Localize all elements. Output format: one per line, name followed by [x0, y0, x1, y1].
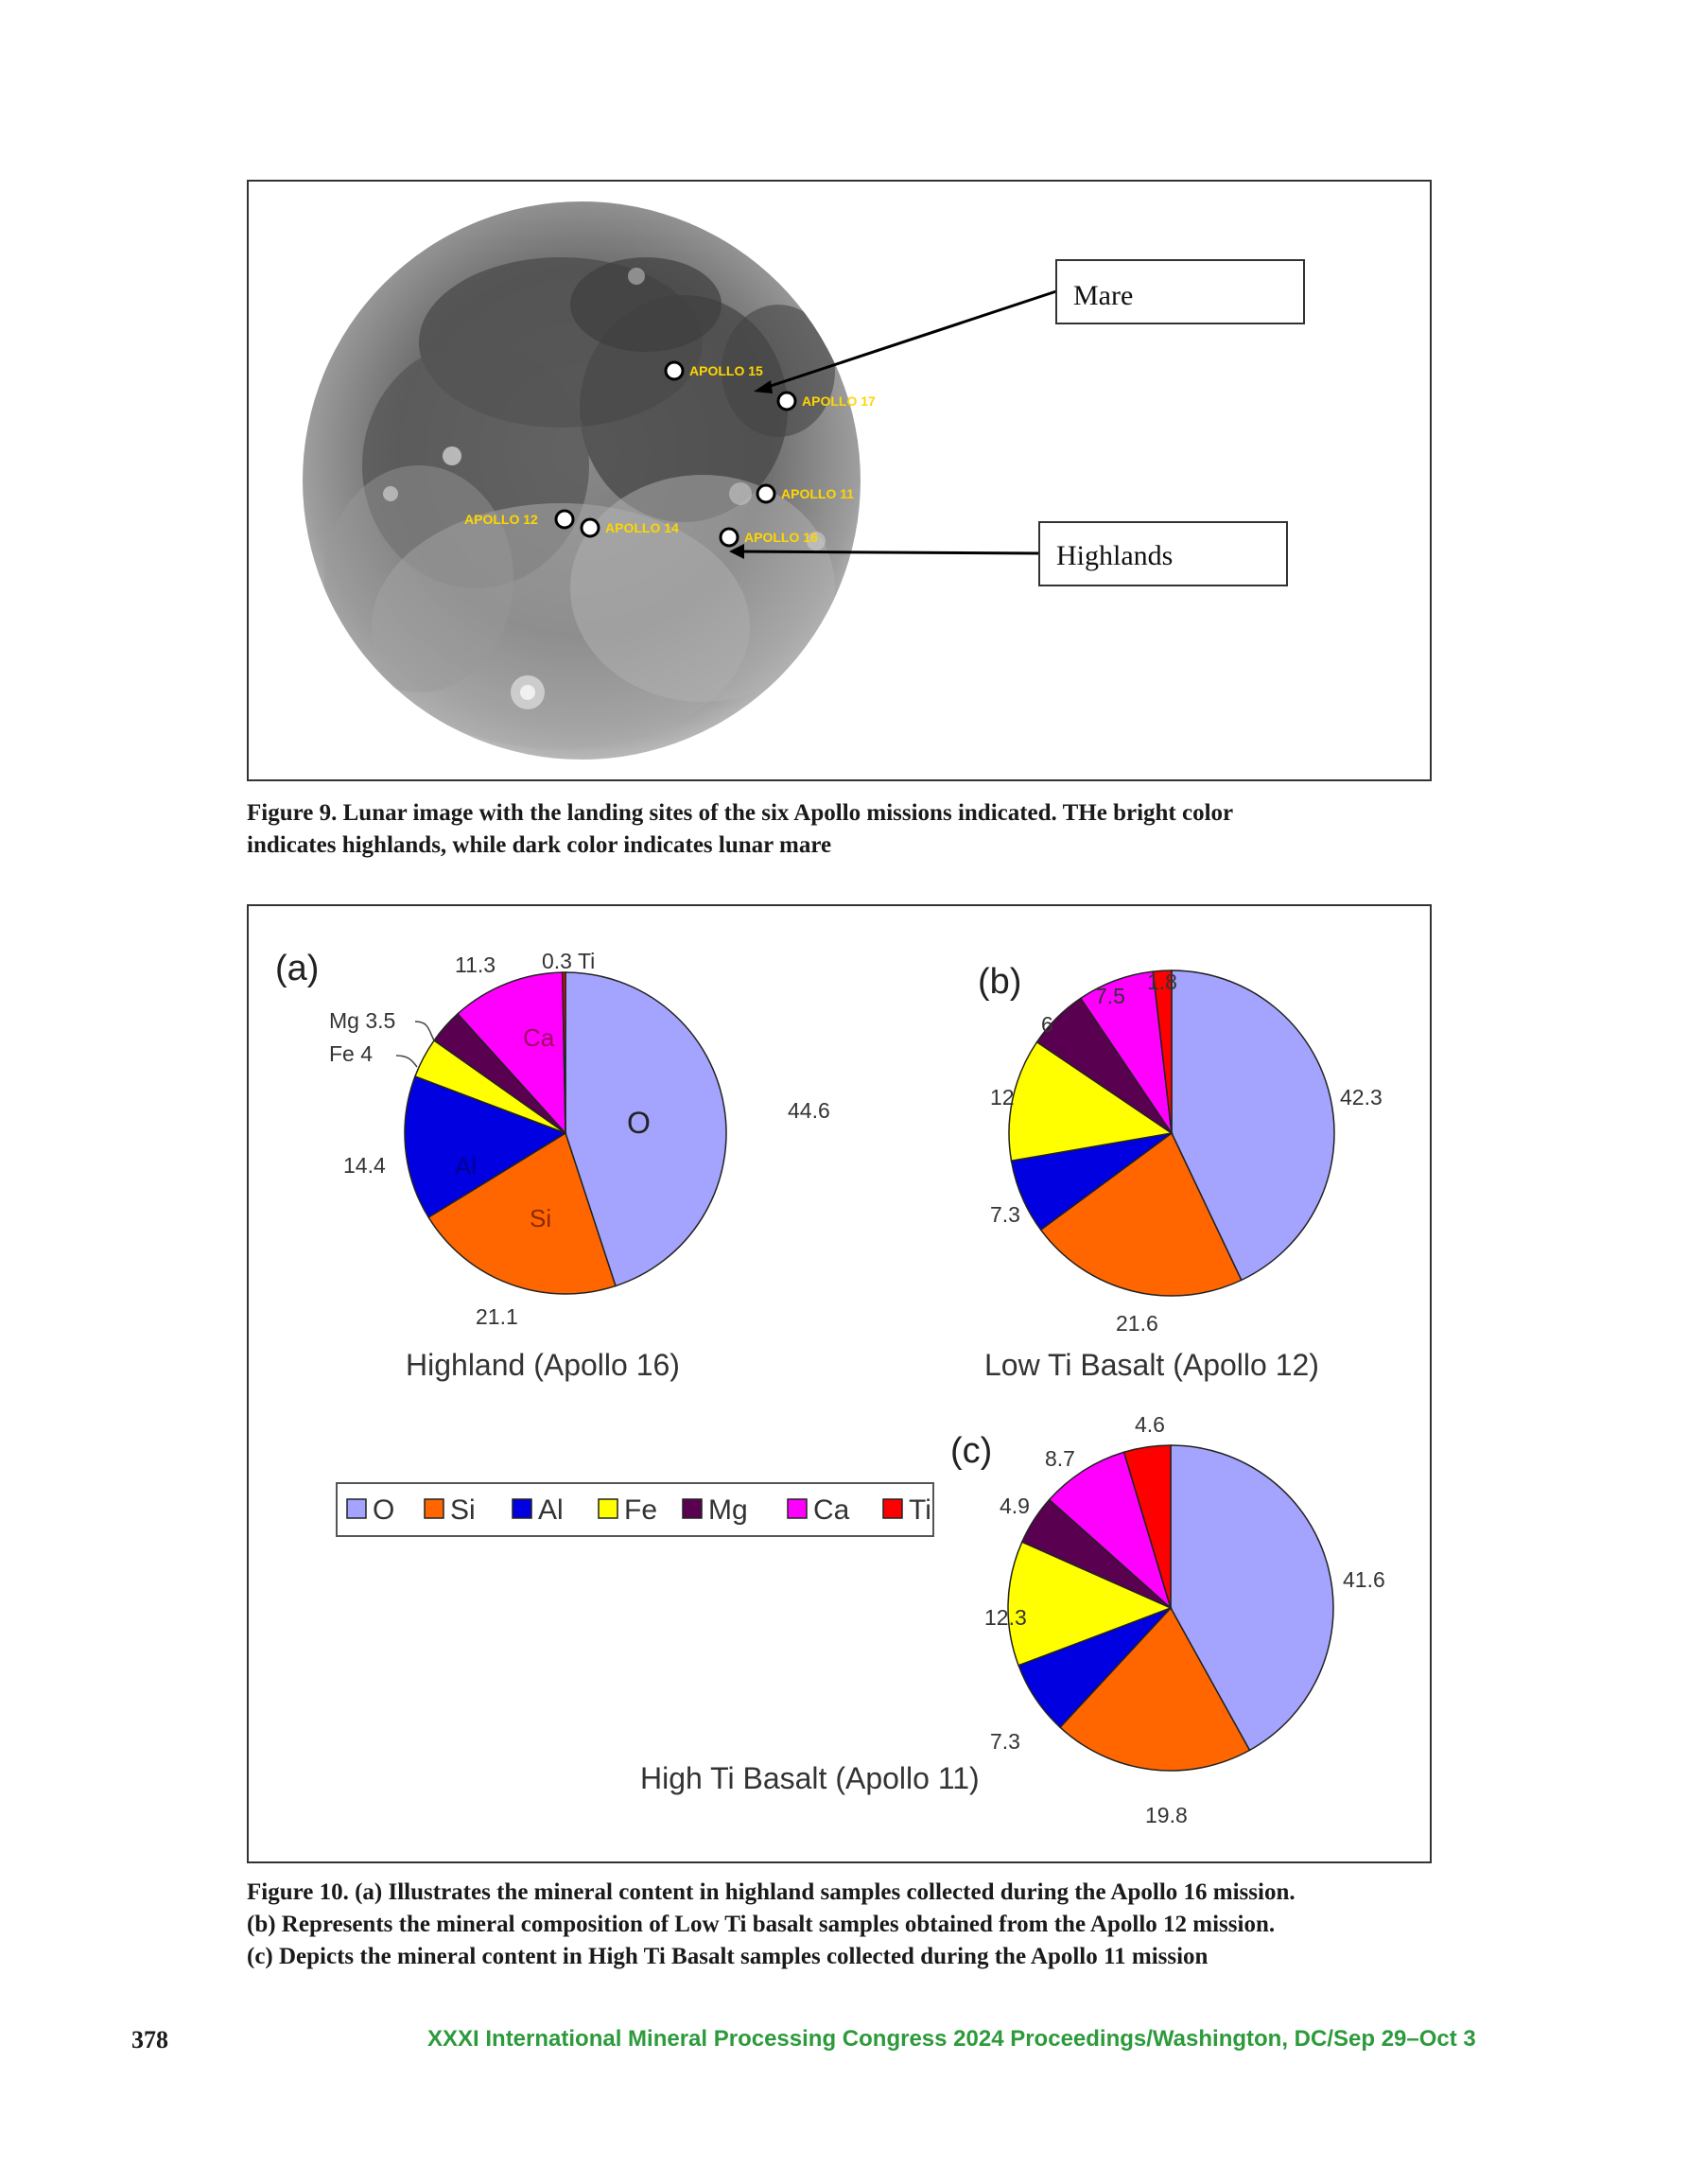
legend-label: Mg [708, 1494, 748, 1526]
pie-value-label: 12.3 [984, 1605, 1027, 1630]
pie-value-label: 4.6 [1135, 1412, 1165, 1437]
legend-label: Ca [813, 1494, 850, 1526]
pie-value-label: 7.5 [1095, 984, 1125, 1008]
figure-9-frame [247, 180, 1432, 781]
pie-chart-c [640, 1412, 1385, 1827]
panel-label: (b) [978, 962, 1022, 1002]
pie-slice-name-label: Ca [523, 1023, 555, 1052]
pie-chart-a [275, 949, 830, 1382]
pie-value-label: 12 [990, 1085, 1015, 1109]
caption-line: Figure 10. (a) Illustrates the mineral content in highland samples collected during the Apollo 16 mission. [247, 1879, 1296, 1905]
legend-label: Ti [909, 1494, 931, 1526]
pie-value-label: 4.9 [1000, 1494, 1030, 1518]
mare-label: Mare [1073, 280, 1134, 311]
pie-value-label: Fe 4 [329, 1041, 374, 1066]
apollo-15-label: APOLLO 15 [689, 363, 763, 378]
legend-swatch-ti [883, 1499, 902, 1518]
legend-label: Fe [624, 1494, 658, 1526]
pie-value-label: 0.3 Ti [542, 949, 596, 973]
legend-swatch-si [425, 1499, 443, 1518]
apollo-17-marker-icon [778, 393, 795, 410]
pie-slice-name-label: O [627, 1106, 651, 1140]
figure-9-caption [247, 797, 1476, 862]
apollo-16-label: APOLLO 16 [744, 530, 818, 545]
pie-value-label: 7.3 [990, 1202, 1020, 1227]
pie-value-label: 6 [1041, 1012, 1053, 1037]
leader-line [396, 1056, 417, 1067]
figure-10-caption [247, 1877, 1476, 1973]
pie-chart-b [978, 962, 1383, 1382]
apollo-12-marker-icon [556, 511, 573, 528]
apollo-15-marker-icon [666, 362, 683, 379]
moon-figure [249, 182, 1430, 779]
pie-value-label: 19.8 [1145, 1803, 1188, 1827]
pie-value-label: 21.1 [476, 1304, 518, 1329]
pie-value-label: 41.6 [1343, 1567, 1385, 1592]
footer-conference-text: XXXI International Mineral Processing Congress 2024 Proceedings/Washington, DC/Sep 29–Oct 3 [427, 2026, 1476, 2052]
caption-line: (c) Depicts the mineral content in High Ti Basalt samples collected during the Apollo 11 mission [247, 1944, 1209, 1969]
apollo-14-label: APOLLO 14 [605, 520, 679, 535]
pie-chart-title: Highland (Apollo 16) [406, 1348, 680, 1382]
apollo-14-marker-icon [582, 519, 599, 536]
caption-line: Figure 9. Lunar image with the landing sites of the six Apollo missions indicated. THe bright color [247, 800, 1234, 826]
figure-10-frame [247, 904, 1432, 1863]
legend-label: Si [450, 1494, 476, 1526]
pie-value-label: 14.4 [343, 1153, 386, 1178]
highlands-label: Highlands [1056, 540, 1174, 571]
pie-value-label: 44.6 [788, 1098, 830, 1123]
pie-value-label: 11.3 [455, 952, 496, 977]
legend [337, 1483, 933, 1536]
apollo-12-label: APOLLO 12 [464, 512, 538, 527]
apollo-17-label: APOLLO 17 [802, 393, 876, 409]
apollo-16-marker-icon [721, 529, 738, 546]
panel-label: (a) [275, 949, 320, 988]
caption-line: indicates highlands, while dark color indicates lunar mare [247, 832, 832, 858]
pie-chart-title: Low Ti Basalt (Apollo 12) [984, 1348, 1319, 1382]
legend-swatch-o [347, 1499, 366, 1518]
legend-swatch-ca [788, 1499, 807, 1518]
apollo-11-marker-icon [757, 485, 774, 502]
legend-label: O [373, 1494, 395, 1526]
page-number: 378 [131, 2026, 168, 2053]
legend-swatch-fe [599, 1499, 617, 1518]
legend-swatch-mg [683, 1499, 702, 1518]
pie-value-label: 8.7 [1045, 1446, 1075, 1471]
pie-chart-title: High Ti Basalt (Apollo 11) [640, 1761, 980, 1795]
pie-slice-name-label: Al [455, 1152, 478, 1180]
panel-label: (c) [950, 1431, 993, 1471]
pie-value-label: 42.3 [1340, 1085, 1383, 1109]
legend-label: Al [538, 1494, 564, 1526]
caption-line: (b) Represents the mineral composition of Low Ti basalt samples obtained from the Apollo 12 mission. [247, 1912, 1276, 1937]
legend-swatch-al [513, 1499, 531, 1518]
pie-value-label: 21.6 [1116, 1311, 1158, 1336]
pie-value-label: Mg 3.5 [329, 1008, 396, 1033]
pie-value-label: 1.8 [1147, 970, 1177, 994]
leader-line [415, 1022, 434, 1040]
pie-slice-name-label: Si [530, 1204, 552, 1232]
pie-value-label: 7.3 [990, 1729, 1020, 1754]
pie-charts [249, 906, 1430, 1861]
apollo-11-label: APOLLO 11 [781, 486, 855, 501]
